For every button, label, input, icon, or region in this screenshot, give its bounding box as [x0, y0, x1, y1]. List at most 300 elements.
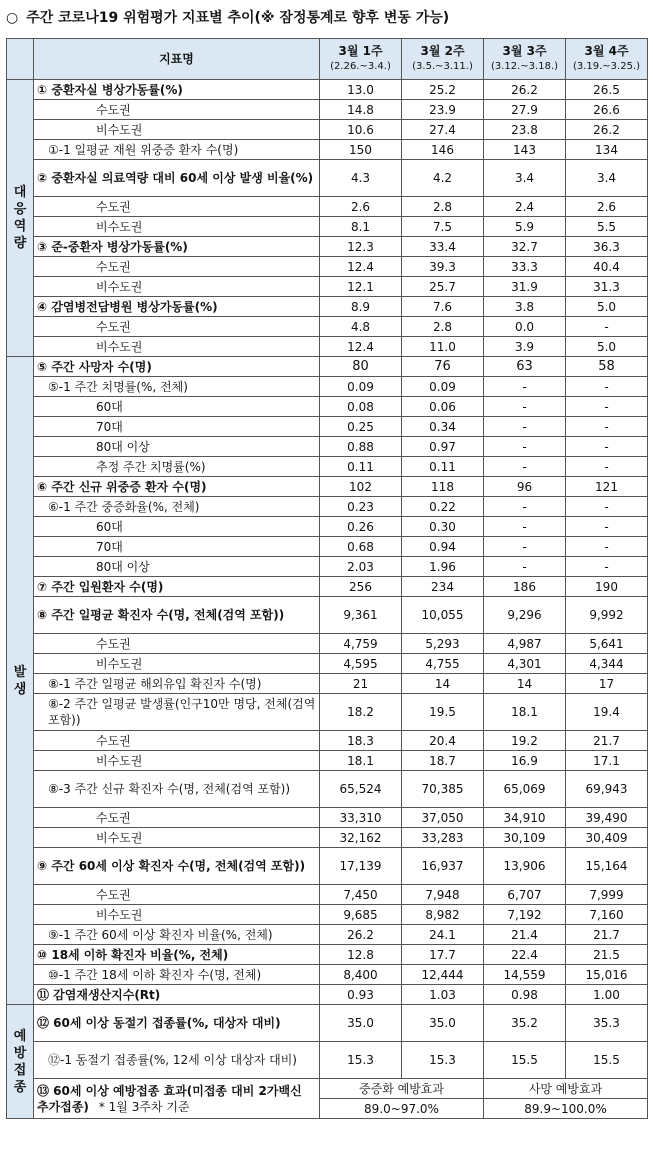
table-row	[7, 160, 648, 197]
value-cell: 21	[320, 674, 402, 694]
value-cell: 4.8	[320, 317, 402, 337]
table-row	[7, 905, 648, 925]
indicator-label: 수도권	[34, 257, 320, 277]
indicator-label: 수도권	[34, 634, 320, 654]
value-cell: 58	[566, 357, 648, 377]
category-char: 접	[13, 1062, 27, 1078]
indicator-label: 비수도권	[34, 120, 320, 140]
table-row	[7, 848, 648, 885]
indicator-label: ⑧-1 주간 일평균 해외유입 확진자 수(명)	[34, 674, 320, 694]
value-cell: 9,361	[320, 597, 402, 634]
table-row	[7, 577, 648, 597]
table-row	[7, 120, 648, 140]
value-cell: 31.9	[484, 277, 566, 297]
indicator-label: 60대	[34, 397, 320, 417]
table-row	[7, 100, 648, 120]
table-row	[7, 751, 648, 771]
value-cell: 12,444	[402, 965, 484, 985]
value-cell: 10,055	[402, 597, 484, 634]
vaccine-effect-label	[34, 1079, 320, 1119]
value-cell: 17	[566, 674, 648, 694]
indicator-label: ④ 감염병전담병원 병상가동률(%)	[34, 297, 320, 317]
indicator-label: 70대	[34, 537, 320, 557]
table-row	[7, 277, 648, 297]
week-label: 3월 2주	[420, 44, 465, 58]
value-cell: -	[566, 517, 648, 537]
category-char: 역	[13, 219, 27, 234]
table-row	[7, 925, 648, 945]
value-cell: 3.8	[484, 297, 566, 317]
table-row	[7, 497, 648, 517]
value-cell: 36.3	[566, 237, 648, 257]
indicator-label: ⑪ 감염재생산지수(Rt)	[34, 985, 320, 1005]
table-row	[7, 985, 648, 1005]
value-cell: 26.2	[484, 80, 566, 100]
value-cell: 8,982	[402, 905, 484, 925]
table-row	[7, 694, 648, 731]
week-range: (3.12.~3.18.)	[490, 61, 559, 72]
value-cell: -	[484, 437, 566, 457]
category-char: 종	[13, 1079, 27, 1095]
value-cell: 15.3	[402, 1042, 484, 1079]
table-row	[7, 397, 648, 417]
value-cell: 21.7	[566, 731, 648, 751]
value-cell: -	[566, 557, 648, 577]
table-row	[7, 965, 648, 985]
value-cell: 21.5	[566, 945, 648, 965]
value-cell: -	[566, 317, 648, 337]
value-cell: 143	[484, 140, 566, 160]
week-label: 3월 4주	[584, 44, 629, 58]
value-cell: 21.7	[566, 925, 648, 945]
indicator-label: ⑧-3 주간 신규 확진자 수(명, 전체(검역 포함))	[34, 771, 320, 808]
indicator-label: 비수도권	[34, 828, 320, 848]
table-row	[7, 297, 648, 317]
table-row	[7, 377, 648, 397]
table-row	[7, 517, 648, 537]
indicator-label: ⑤-1 주간 치명률(%, 전체)	[34, 377, 320, 397]
severe-effect-title: 중증화 예방효과	[320, 1079, 484, 1099]
indicator-label: ⑫-1 동절기 접종률(%, 12세 이상 대상자 대비)	[34, 1042, 320, 1079]
value-cell: 118	[402, 477, 484, 497]
value-cell: 15,016	[566, 965, 648, 985]
value-cell: 34,910	[484, 808, 566, 828]
value-cell: 5.9	[484, 217, 566, 237]
value-cell: 0.94	[402, 537, 484, 557]
value-cell: 22.4	[484, 945, 566, 965]
value-cell: -	[484, 497, 566, 517]
value-cell: 0.25	[320, 417, 402, 437]
category-char: 방	[13, 1045, 27, 1061]
value-cell: 26.2	[566, 120, 648, 140]
week-range: (3.19.~3.25.)	[572, 61, 641, 72]
header-week-4	[566, 39, 648, 80]
value-cell: 8,400	[320, 965, 402, 985]
week-label: 3월 3주	[502, 44, 547, 58]
indicator-label: 80대 이상	[34, 437, 320, 457]
indicator-label: 80대 이상	[34, 557, 320, 577]
value-cell: 13.0	[320, 80, 402, 100]
value-cell: 96	[484, 477, 566, 497]
indicator-label: 비수도권	[34, 277, 320, 297]
header-corner	[7, 39, 34, 80]
value-cell: 18.1	[484, 694, 566, 731]
value-cell: -	[566, 537, 648, 557]
vaccine-effect-title: ⑬ 60세 이상 예방접종 효과(미접종 대비 2가백신 추가접종)	[37, 1083, 302, 1114]
value-cell: 23.8	[484, 120, 566, 140]
value-cell: 18.1	[320, 751, 402, 771]
indicator-label: ⑧-2 주간 일평균 발생률(인구10만 명당, 전체(검역 포함))	[34, 694, 320, 731]
value-cell: 17,139	[320, 848, 402, 885]
table-row	[7, 317, 648, 337]
value-cell: -	[484, 457, 566, 477]
value-cell: 65,524	[320, 771, 402, 808]
value-cell: -	[566, 397, 648, 417]
value-cell: 7.5	[402, 217, 484, 237]
value-cell: 4,759	[320, 634, 402, 654]
table-row	[7, 597, 648, 634]
table-row	[7, 140, 648, 160]
value-cell: 4,987	[484, 634, 566, 654]
value-cell: 102	[320, 477, 402, 497]
header-indicator: 지표명	[34, 39, 320, 80]
indicator-label: 수도권	[34, 317, 320, 337]
value-cell: 134	[566, 140, 648, 160]
value-cell: 186	[484, 577, 566, 597]
category-char: 발	[13, 664, 27, 680]
indicator-label: 수도권	[34, 197, 320, 217]
value-cell: 6,707	[484, 885, 566, 905]
value-cell: -	[484, 397, 566, 417]
table-row	[7, 237, 648, 257]
value-cell: 2.6	[566, 197, 648, 217]
header-week-1	[320, 39, 402, 80]
value-cell: 0.09	[320, 377, 402, 397]
category-cell	[7, 357, 34, 1005]
value-cell: 0.0	[484, 317, 566, 337]
indicator-label: 70대	[34, 417, 320, 437]
value-cell: 3.4	[484, 160, 566, 197]
value-cell: 25.2	[402, 80, 484, 100]
value-cell: 8.9	[320, 297, 402, 317]
indicator-label: ⑫ 60세 이상 동절기 접종률(%, 대상자 대비)	[34, 1005, 320, 1042]
indicator-label: ② 중환자실 의료역량 대비 60세 이상 발생 비율(%)	[34, 160, 320, 197]
value-cell: 0.26	[320, 517, 402, 537]
value-cell: 32,162	[320, 828, 402, 848]
value-cell: 39.3	[402, 257, 484, 277]
table-row	[7, 634, 648, 654]
value-cell: -	[566, 377, 648, 397]
value-cell: 14,559	[484, 965, 566, 985]
value-cell: 0.97	[402, 437, 484, 457]
value-cell: 0.11	[402, 457, 484, 477]
value-cell: 27.9	[484, 100, 566, 120]
indicator-label: ①-1 일평균 재원 위중증 환자 수(명)	[34, 140, 320, 160]
value-cell: 12.4	[320, 257, 402, 277]
table-row	[7, 217, 648, 237]
value-cell: 17.1	[566, 751, 648, 771]
value-cell: 0.23	[320, 497, 402, 517]
value-cell: 4.2	[402, 160, 484, 197]
value-cell: -	[484, 377, 566, 397]
value-cell: 7.6	[402, 297, 484, 317]
value-cell: 35.3	[566, 1005, 648, 1042]
indicator-label: ⑨-1 주간 60세 이상 확진자 비율(%, 전체)	[34, 925, 320, 945]
table-row	[7, 357, 648, 377]
value-cell: 234	[402, 577, 484, 597]
table-row	[7, 808, 648, 828]
header-week-3	[484, 39, 566, 80]
value-cell: 13,906	[484, 848, 566, 885]
value-cell: 18.2	[320, 694, 402, 731]
value-cell: 7,948	[402, 885, 484, 905]
value-cell: -	[484, 417, 566, 437]
value-cell: -	[566, 457, 648, 477]
indicator-label: 비수도권	[34, 337, 320, 357]
indicator-label: ⑨ 주간 60세 이상 확진자 수(명, 전체(검역 포함))	[34, 848, 320, 885]
header-week-2	[402, 39, 484, 80]
category-char: 응	[13, 202, 27, 217]
indicator-label: ⑩-1 주간 18세 이하 확진자 수(명, 전체)	[34, 965, 320, 985]
value-cell: 0.09	[402, 377, 484, 397]
value-cell: 9,685	[320, 905, 402, 925]
value-cell: -	[566, 437, 648, 457]
week-label: 3월 1주	[338, 44, 383, 58]
table-row	[7, 80, 648, 100]
indicator-label: 비수도권	[34, 905, 320, 925]
value-cell: 16,937	[402, 848, 484, 885]
indicator-label: 비수도권	[34, 751, 320, 771]
value-cell: 9,992	[566, 597, 648, 634]
value-cell: 18.3	[320, 731, 402, 751]
value-cell: 17.7	[402, 945, 484, 965]
value-cell: 5.0	[566, 337, 648, 357]
indicator-label: 비수도권	[34, 654, 320, 674]
value-cell: 2.6	[320, 197, 402, 217]
week-range: (2.26.~3.4.)	[330, 61, 391, 72]
table-row	[7, 828, 648, 848]
value-cell: 121	[566, 477, 648, 497]
value-cell: 0.93	[320, 985, 402, 1005]
severe-effect-value: 89.0~97.0%	[320, 1099, 484, 1119]
table-row	[7, 537, 648, 557]
title-text: 주간 코로나19 위험평가 지표별 추이(※ 잠정통계로 향후 변동 가능)	[26, 10, 450, 26]
category-char: 생	[13, 681, 27, 697]
table-row	[7, 674, 648, 694]
value-cell: 12.3	[320, 237, 402, 257]
value-cell: 26.2	[320, 925, 402, 945]
table-row	[7, 457, 648, 477]
table-body	[7, 80, 648, 1119]
value-cell: 7,999	[566, 885, 648, 905]
value-cell: 25.7	[402, 277, 484, 297]
value-cell: 12.8	[320, 945, 402, 965]
value-cell: 24.1	[402, 925, 484, 945]
value-cell: 11.0	[402, 337, 484, 357]
table-row	[7, 437, 648, 457]
page-title	[6, 4, 449, 32]
value-cell: 2.8	[402, 197, 484, 217]
indicator-label: 60대	[34, 517, 320, 537]
indicator-label: 추정 주간 치명률(%)	[34, 457, 320, 477]
value-cell: 40.4	[566, 257, 648, 277]
value-cell: 7,450	[320, 885, 402, 905]
table-row	[7, 417, 648, 437]
value-cell: 33,310	[320, 808, 402, 828]
table-row	[7, 654, 648, 674]
table-row	[7, 337, 648, 357]
vaccine-effect-row	[7, 1079, 648, 1099]
value-cell: 10.6	[320, 120, 402, 140]
value-cell: 4.3	[320, 160, 402, 197]
table-row	[7, 771, 648, 808]
category-char: 대	[13, 185, 27, 200]
table-row	[7, 1042, 648, 1079]
value-cell: 14.8	[320, 100, 402, 120]
value-cell: 0.34	[402, 417, 484, 437]
risk-indicator-table	[6, 38, 648, 1119]
value-cell: 5,641	[566, 634, 648, 654]
indicator-label: ⑥ 주간 신규 위중증 환자 수(명)	[34, 477, 320, 497]
value-cell: 69,943	[566, 771, 648, 808]
value-cell: 4,755	[402, 654, 484, 674]
table-row	[7, 257, 648, 277]
value-cell: 80	[320, 357, 402, 377]
value-cell: 15.5	[566, 1042, 648, 1079]
value-cell: 33.4	[402, 237, 484, 257]
indicator-label: 비수도권	[34, 217, 320, 237]
value-cell: 4,344	[566, 654, 648, 674]
value-cell: 5.5	[566, 217, 648, 237]
value-cell: 14	[484, 674, 566, 694]
value-cell: 0.11	[320, 457, 402, 477]
indicator-label: 수도권	[34, 885, 320, 905]
value-cell: 15.5	[484, 1042, 566, 1079]
value-cell: 0.88	[320, 437, 402, 457]
death-effect-title: 사망 예방효과	[484, 1079, 648, 1099]
indicator-label: ⑦ 주간 입원환자 수(명)	[34, 577, 320, 597]
value-cell: 3.9	[484, 337, 566, 357]
value-cell: 1.00	[566, 985, 648, 1005]
value-cell: -	[566, 497, 648, 517]
value-cell: 30,409	[566, 828, 648, 848]
indicator-label: ⑩ 18세 이하 확진자 비율(%, 전체)	[34, 945, 320, 965]
value-cell: 33,283	[402, 828, 484, 848]
value-cell: 8.1	[320, 217, 402, 237]
value-cell: -	[484, 537, 566, 557]
value-cell: 26.6	[566, 100, 648, 120]
value-cell: 76	[402, 357, 484, 377]
value-cell: 70,385	[402, 771, 484, 808]
value-cell: 15,164	[566, 848, 648, 885]
indicator-label: ⑤ 주간 사망자 수(명)	[34, 357, 320, 377]
value-cell: -	[484, 517, 566, 537]
table-row	[7, 197, 648, 217]
table-row	[7, 1005, 648, 1042]
value-cell: 39,490	[566, 808, 648, 828]
title-bullet: ○	[6, 10, 19, 26]
value-cell: 27.4	[402, 120, 484, 140]
value-cell: 9,296	[484, 597, 566, 634]
value-cell: 3.4	[566, 160, 648, 197]
value-cell: 21.4	[484, 925, 566, 945]
indicator-label: ⑧ 주간 일평균 확진자 수(명, 전체(검역 포함))	[34, 597, 320, 634]
value-cell: 1.03	[402, 985, 484, 1005]
value-cell: 5.0	[566, 297, 648, 317]
value-cell: 12.1	[320, 277, 402, 297]
indicator-label: ① 중환자실 병상가동률(%)	[34, 80, 320, 100]
value-cell: 23.9	[402, 100, 484, 120]
value-cell: 4,301	[484, 654, 566, 674]
value-cell: 31.3	[566, 277, 648, 297]
value-cell: 16.9	[484, 751, 566, 771]
value-cell: -	[566, 417, 648, 437]
value-cell: 63	[484, 357, 566, 377]
value-cell: 2.8	[402, 317, 484, 337]
value-cell: 35.0	[402, 1005, 484, 1042]
value-cell: 256	[320, 577, 402, 597]
value-cell: 15.3	[320, 1042, 402, 1079]
indicator-label: ⑥-1 주간 중증화율(%, 전체)	[34, 497, 320, 517]
indicator-label: 수도권	[34, 808, 320, 828]
value-cell: 35.0	[320, 1005, 402, 1042]
value-cell: 5,293	[402, 634, 484, 654]
indicator-label: 수도권	[34, 731, 320, 751]
value-cell: 190	[566, 577, 648, 597]
value-cell: 14	[402, 674, 484, 694]
category-cell	[7, 80, 34, 357]
value-cell: 33.3	[484, 257, 566, 277]
value-cell: 19.2	[484, 731, 566, 751]
value-cell: 0.22	[402, 497, 484, 517]
table-row	[7, 477, 648, 497]
value-cell: 18.7	[402, 751, 484, 771]
value-cell: 20.4	[402, 731, 484, 751]
value-cell: 0.98	[484, 985, 566, 1005]
table-row	[7, 945, 648, 965]
category-char: 예	[13, 1028, 27, 1044]
value-cell: 2.4	[484, 197, 566, 217]
value-cell: 26.5	[566, 80, 648, 100]
table-row	[7, 885, 648, 905]
indicator-label: ③ 준-중환자 병상가동률(%)	[34, 237, 320, 257]
table-header	[7, 39, 648, 80]
value-cell: 0.08	[320, 397, 402, 417]
death-effect-value: 89.9~100.0%	[484, 1099, 648, 1119]
value-cell: 12.4	[320, 337, 402, 357]
indicator-label: 수도권	[34, 100, 320, 120]
value-cell: 7,160	[566, 905, 648, 925]
vaccine-effect-note: * 1월 3주차 기준	[98, 1099, 190, 1114]
value-cell: 4,595	[320, 654, 402, 674]
category-char: 량	[13, 236, 27, 251]
value-cell: 146	[402, 140, 484, 160]
value-cell: 65,069	[484, 771, 566, 808]
value-cell: 0.30	[402, 517, 484, 537]
value-cell: 1.96	[402, 557, 484, 577]
table-row	[7, 557, 648, 577]
value-cell: 37,050	[402, 808, 484, 828]
value-cell: 19.4	[566, 694, 648, 731]
value-cell: 0.68	[320, 537, 402, 557]
value-cell: 32.7	[484, 237, 566, 257]
category-cell	[7, 1005, 34, 1119]
value-cell: -	[484, 557, 566, 577]
value-cell: 7,192	[484, 905, 566, 925]
value-cell: 35.2	[484, 1005, 566, 1042]
value-cell: 0.06	[402, 397, 484, 417]
table-row	[7, 731, 648, 751]
